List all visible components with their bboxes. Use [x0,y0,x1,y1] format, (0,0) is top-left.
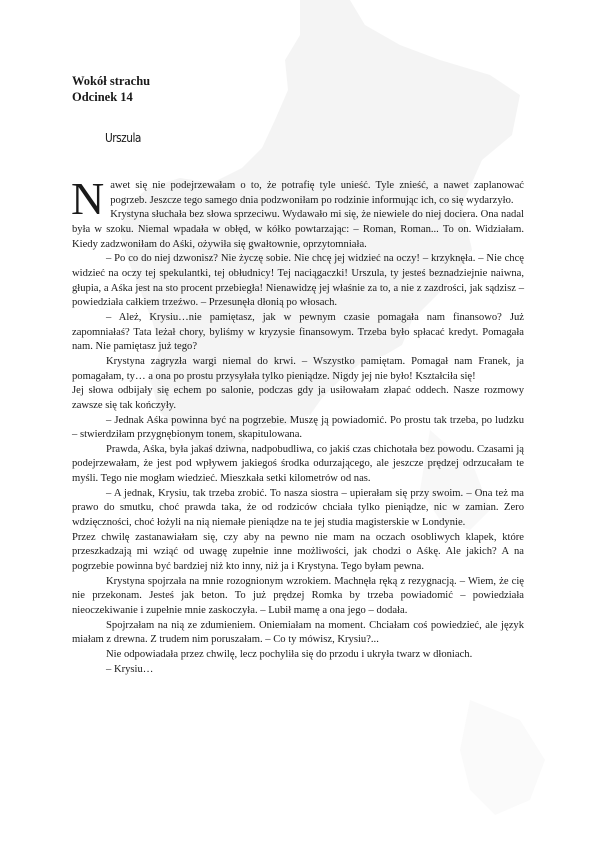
paragraph-text: awet się nie podejrzewałam o to, że potrafię tyle unieść. Tyle znieść, a nawet zaplanować pogrzeb. Jeszcze tego samego dnia podzwoniłam po rodzinie informując ich, co się wydarzyło. [110,180,524,206]
document-content [72,73,524,677]
paragraph [71,173,524,224]
drop-cap: N [71,173,105,224]
paragraph: Przez chwilę zastanawiałam się, czy aby na pewno nie mam na oczach osobliwych klapek, które przeszkadzają mi wziąć od uwagę zupełnie inne możliwości, jak chodzi o Aśkę. Ale jakich? A na pogrzebie powinna być bardziej niż kto inny, niż ja i Krystyna. Tego byłam pewna. [72,531,524,573]
author-name: Urszula [105,130,141,145]
paragraph: Krystyna słuchała bez słowa sprzeciwu. Wydawało mi się, że niewiele do niej dociera. Ona nadal była w szoku. Niemal wpadała w obłęd, w kółko powtarzając: – Roman, Roman... To on. Widziałam. Kiedy zadzwoniłam do Aśki, ożywiła się gwałtownie, oprzytomniała. [72,209,524,250]
paragraph: – Krysiu… [106,663,154,675]
episode-title: Odcinek 14 [72,90,133,104]
paragraph: – Po co do niej dzwonisz? Nie życzę sobie. Nie chcę jej widzieć na oczy! – krzyknęła. – Nie chcę widzieć na oczy tej spekulantki, tej obłudnicy! Tej naciągaczki! Urszula, ty jesteś beznadziejnie naiwna, głupia, a Aśka jest na sto procent przebiegła! Nienawidzę jej właśnie za to, a nie z zazdrości, jak sądzisz – powiedziała całkiem trzeźwo. – Przesunęła dłonią po włosach. [72,253,524,309]
paragraph: – A jednak, Krysiu, tak trzeba zrobić. To nasza siostra – upierałam się przy swoim. – Ona też ma prawo do smutku, choć prawda taka, że od rodziców chciała tylko pieniądze, nic w zamian. Zero wdzięczności, choć łożyli na nią niemałe pieniądze na te jej studia magisterskie w Londynie. [72,487,524,529]
paragraph: Prawda, Aśka, była jakaś dziwna, nadpobudliwa, co jakiś czas chichotała bez powodu. Czasami ją podejrzewałam, że jest pod wpływem jakiegoś środka odurzającego, ale jeszcze prędzej odrzucałam te myśli. Tego nie mogłam wiedzieć. Mieszkała setki kilometrów od nas. [72,443,524,485]
paragraph: – Jednak Aśka powinna być na pogrzebie. Muszę ją powiadomić. Po prostu tak trzeba, po ludzku – stwierdziłam przygnębionym tonem, skapitulowana. [72,414,524,441]
paragraph: – Ależ, Krysiu…nie pamiętasz, jak w pewnym czasie pomagała nam finansowo? Już zapomniałaś? Tata leżał chory, byliśmy w kryzysie finansowym. Trzeba było spłacać kredyt. Pomagała nam. Nie pamiętasz już tego? [72,311,524,353]
watermark-shape [460,700,545,815]
paragraph: Krystyna zagryzła wargi niemal do krwi. – Wszystko pamiętam. Pomagał nam Franek, ja pomagałam, ty… a ona po prostu przysyłała tylko pieniądze. Nigdy jej nie było! Kształciła się! [72,355,524,382]
paragraph: Nie odpowiadała przez chwilę, lecz pochyliła się do przodu i ukryła twarz w dłoniach. [106,649,473,660]
paragraph: Krystyna spojrzała na mnie rozognionym wzrokiem. Machnęła ręką z rezygnacją. – Wiem, że cię nie przekonam. Jesteś jak beton. To już prędzej Romka by trzeba powiadomić – powiedziała nieoczekiwanie i zupełnie mnie zaskoczyła. – Lubił mamę a ona jego – dodała. [72,575,524,617]
story-body [71,173,524,677]
paragraph: Jej słowa odbijały się echem po salonie, podczas gdy ja usiłowałam złapać oddech. Nasze rozmowy zawsze się tak kończyły. [72,385,524,411]
paragraph: Spojrzałam na nią ze zdumieniem. Oniemiałam na moment. Chciałam coś powiedzieć, ale język miałam z drewna. Z trudem nim poruszałam. – Co ty mówisz, Krysiu?... [72,619,524,646]
series-title: Wokół strachu [72,74,151,88]
